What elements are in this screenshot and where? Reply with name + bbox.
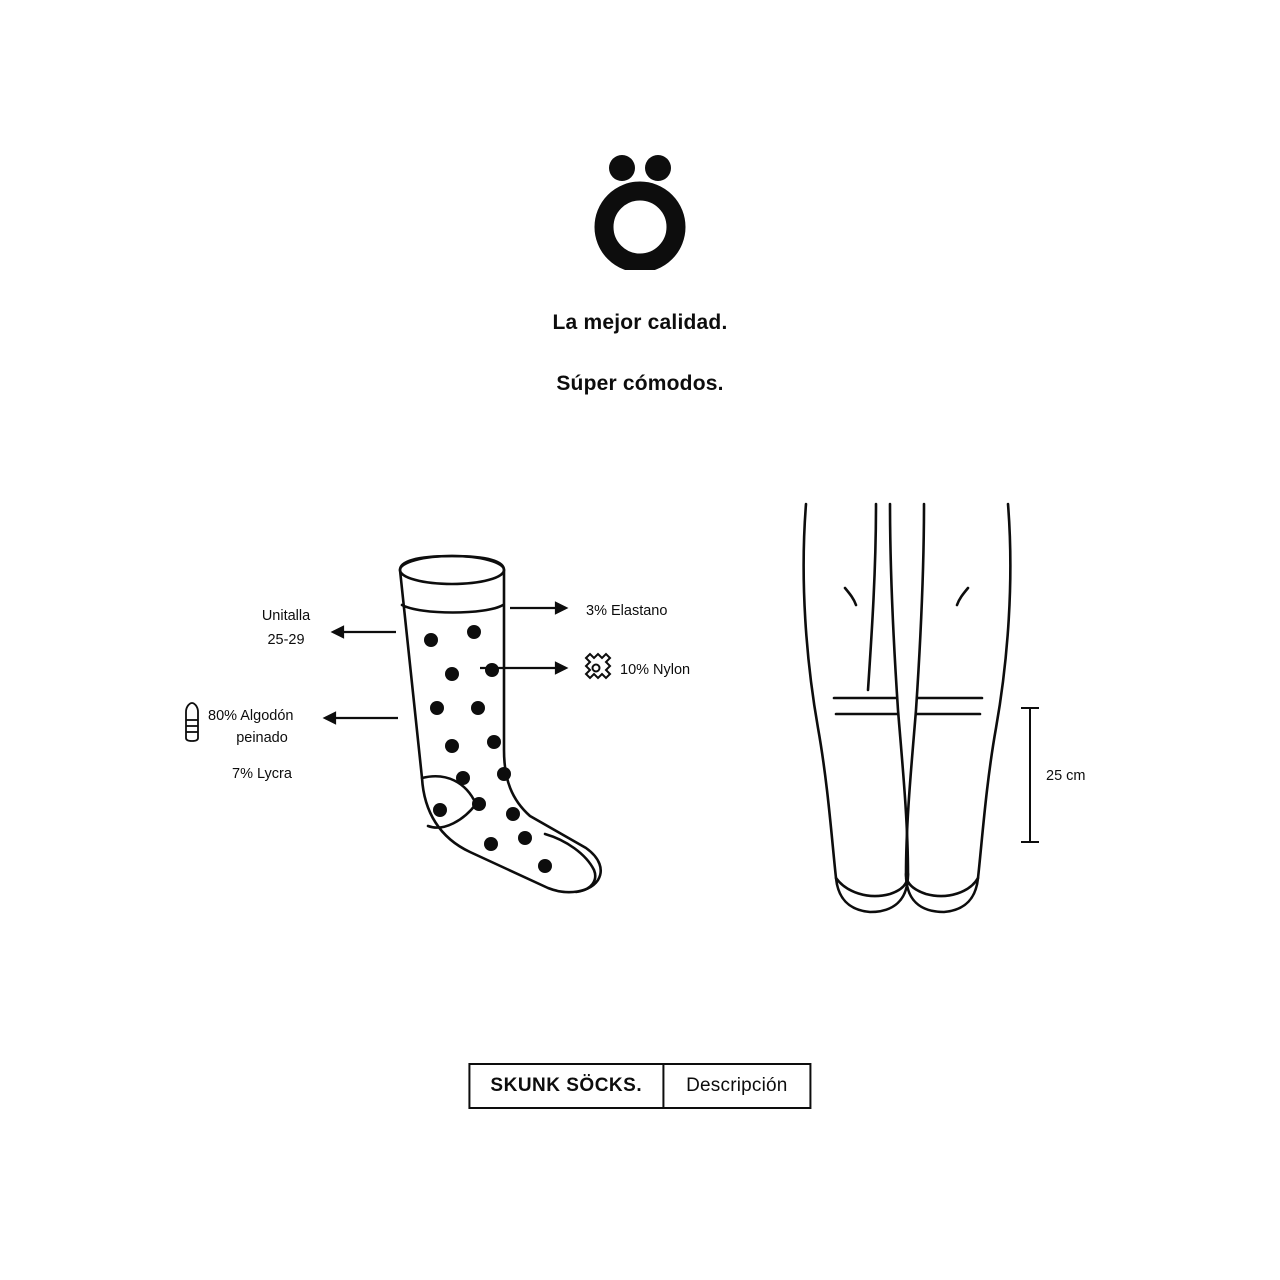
footer-badge bbox=[468, 1063, 811, 1109]
label-cotton-line-2: peinado bbox=[236, 730, 288, 746]
label-cotton-line-1: 80% Algodón bbox=[208, 708, 294, 724]
height-measure-bracket bbox=[1021, 708, 1039, 842]
tagline-line-2: Súper cómodos. bbox=[556, 372, 724, 395]
label-size-title: Unitalla bbox=[261, 608, 311, 624]
sock-dot-pattern bbox=[424, 625, 552, 873]
tagline bbox=[0, 312, 1280, 394]
footer-section-label: Descripción bbox=[686, 1075, 788, 1096]
o-umlaut-icon bbox=[580, 150, 700, 270]
nylon-swatch-icon bbox=[586, 654, 610, 678]
footer-brand: SKUNK SÖCKS. bbox=[490, 1075, 643, 1096]
label-size-range: 25-29 bbox=[267, 632, 305, 648]
brand-logo bbox=[0, 150, 1280, 275]
legs-illustration bbox=[804, 504, 1011, 912]
product-diagram bbox=[0, 460, 1280, 960]
label-sock-height: 25 cm bbox=[1046, 768, 1086, 784]
tagline-line-1: La mejor calidad. bbox=[552, 311, 728, 334]
label-nylon: 10% Nylon bbox=[620, 662, 691, 678]
sock-illustration bbox=[0, 460, 1280, 960]
label-lycra: 7% Lycra bbox=[232, 766, 292, 782]
cotton-spool-icon bbox=[186, 703, 198, 741]
label-elastane: 3% Elastano bbox=[586, 603, 668, 619]
